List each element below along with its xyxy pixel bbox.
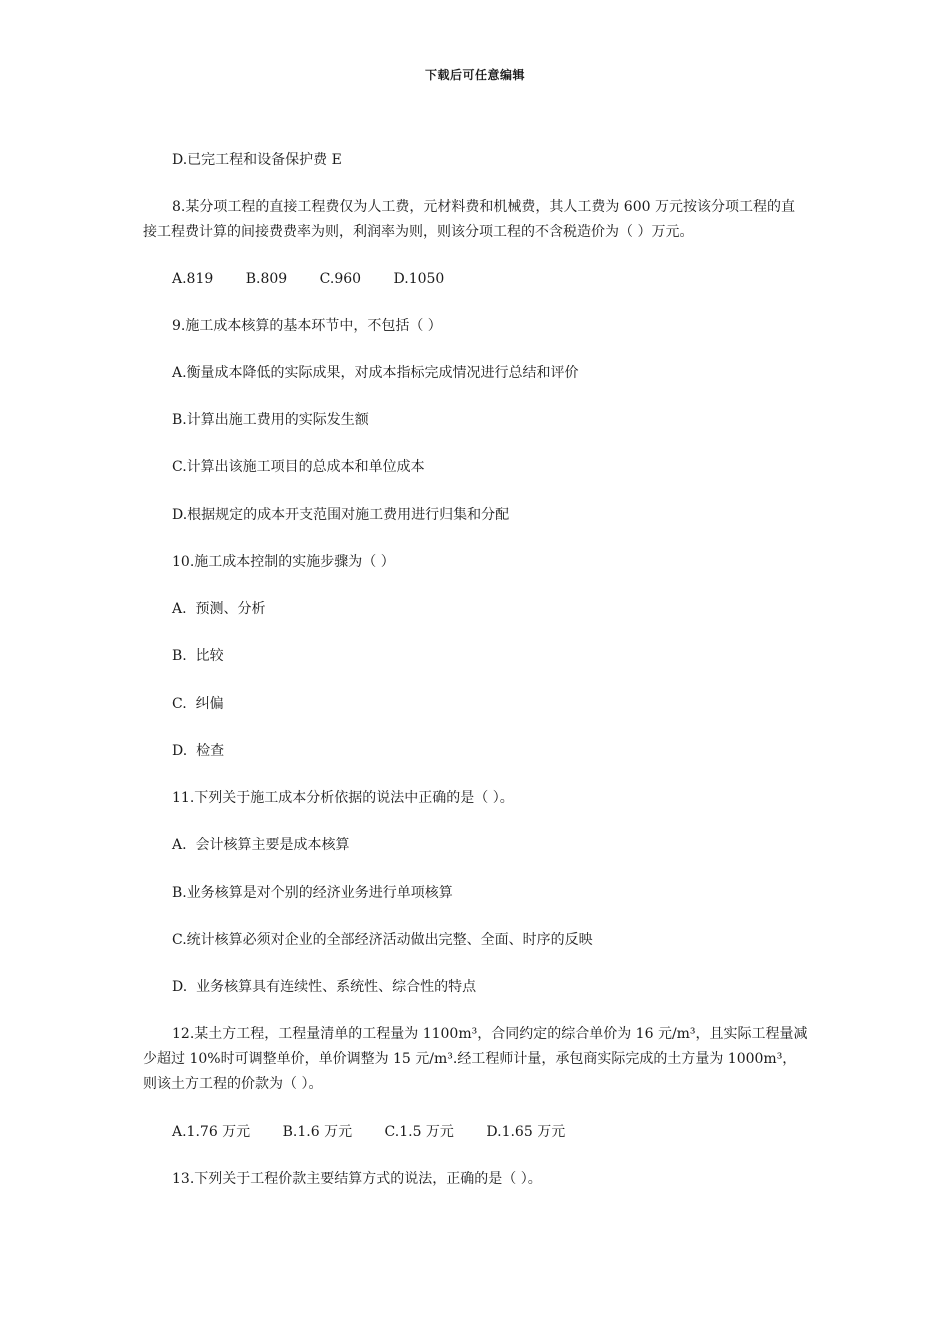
option-d-prev: D.已完工程和设备保护费 E xyxy=(172,152,342,168)
question-11: 11.下列关于施工成本分析依据的说法中正确的是（ ）。 xyxy=(172,790,514,806)
option-d: D.1050 xyxy=(393,271,445,287)
question-12-options xyxy=(172,1122,565,1142)
option-a: A.819 xyxy=(172,271,214,287)
question-9-option-c: C.计算出该施工项目的总成本和单位成本 xyxy=(172,459,425,475)
question-11-option-a: A. 会计核算主要是成本核算 xyxy=(172,837,350,853)
question-8-options xyxy=(172,269,444,289)
option-b: B.809 xyxy=(245,271,288,287)
question-11-option-c: C.统计核算必须对企业的全部经济活动做出完整、全面、时序的反映 xyxy=(172,932,593,948)
question-9-option-a: A.衡量成本降低的实际成果，对成本指标完成情况进行总结和评价 xyxy=(172,365,579,381)
question-10-option-c: C. 纠偏 xyxy=(172,696,224,712)
question-11-option-b: B.业务核算是对个别的经济业务进行单项核算 xyxy=(172,885,453,901)
question-11-option-d: D. 业务核算具有连续性、系统性、综合性的特点 xyxy=(172,979,477,995)
question-12: 12.某土方工程，工程量清单的工程量为 1100m³，合同约定的综合单价为 16 元/m³，且实际工程量减少超过 10%时可调整单价，单价调整为 15 元/m³.经工程师计量，承包商实际完成的土方量为 1000m³，则该土方工程的价款为（ ）。 xyxy=(143,1026,808,1092)
question-9: 9.施工成本核算的基本环节中，不包括（ ） xyxy=(172,318,442,334)
question-9-option-d: D.根据规定的成本开支范围对施工费用进行归集和分配 xyxy=(172,507,510,523)
page-header: 下载后可任意编辑 xyxy=(424,68,525,82)
question-8: 8.某分项工程的直接工程费仅为人工费，元材料费和机械费，其人工费为 600 万元按该分项工程的直接工程费计算的间接费费率为则，利润率为则，则该分项工程的不含税造价为（ ）万元。 xyxy=(143,199,795,240)
option-a: A.1.76 万元 xyxy=(172,1124,251,1140)
option-d: D.1.65 万元 xyxy=(486,1124,566,1140)
question-10-option-a: A. 预测、分析 xyxy=(172,601,266,617)
question-9-option-b: B.计算出施工费用的实际发生额 xyxy=(172,412,369,428)
option-c: C.960 xyxy=(319,271,362,287)
option-b: B.1.6 万元 xyxy=(282,1124,353,1140)
question-10-option-b: B. 比较 xyxy=(172,648,224,664)
question-13: 13.下列关于工程价款主要结算方式的说法，正确的是（ ）。 xyxy=(172,1171,542,1187)
question-10: 10.施工成本控制的实施步骤为（ ） xyxy=(172,554,395,570)
question-10-option-d: D. 检查 xyxy=(172,743,225,759)
option-c: C.1.5 万元 xyxy=(384,1124,454,1140)
